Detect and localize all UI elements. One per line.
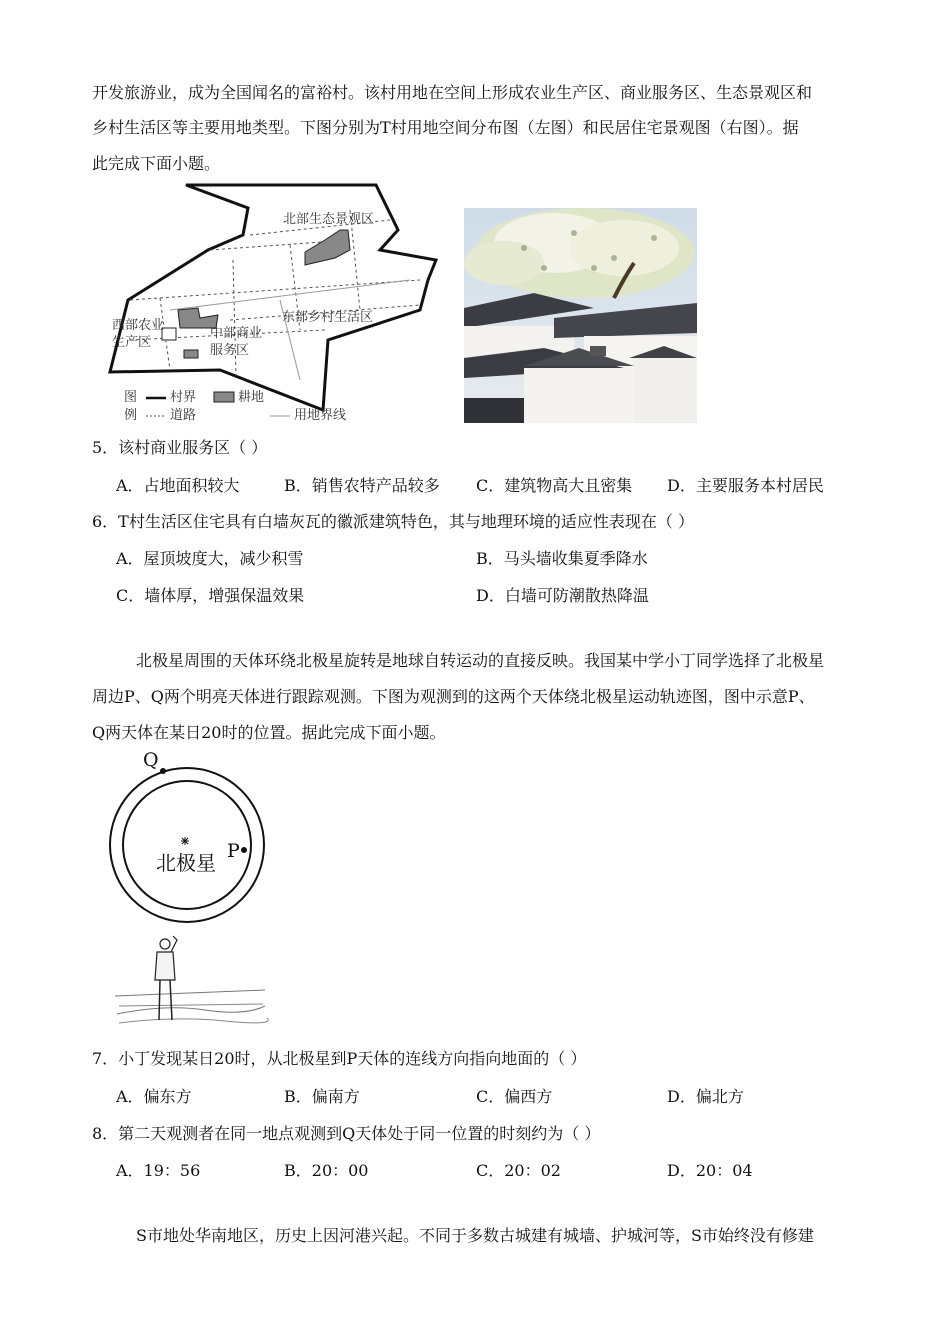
- intro2-line3: Q两天体在某日20时的位置。据此完成下面小题。: [92, 723, 446, 742]
- q7-option-b[interactable]: B．偏南方: [284, 1087, 360, 1106]
- map-label-central-1: 中部商业: [210, 326, 263, 341]
- q7-option-d[interactable]: D．偏北方: [667, 1087, 744, 1106]
- land-use-lines: [170, 280, 410, 380]
- intro2-line1: 北极星周围的天体环绕北极星旋转是地球自转运动的直接反映。我国某中学小丁同学选择了北极星: [136, 651, 825, 670]
- legend-boundary-label: 用地界线: [294, 408, 347, 423]
- legend-tu: 图: [124, 390, 138, 405]
- observer-sketch: [115, 936, 268, 1023]
- legend-farmland-swatch: [214, 392, 234, 402]
- intro3-line1: S市地处华南地区，历史上因河港兴起。不同于多数古城建有城墙、护城河等，S市始终没有修建: [136, 1226, 814, 1245]
- map-label-west-2: 生产区: [112, 335, 152, 350]
- map-label-north: 北部生态景观区: [283, 212, 375, 227]
- land-use-map: [100, 180, 445, 425]
- legend-li: 例: [124, 408, 138, 423]
- q8-option-b[interactable]: B．20：00: [284, 1161, 369, 1180]
- map-label-west-1: 西部农业: [112, 318, 165, 333]
- polaris-orbit-drawing: [105, 748, 275, 1033]
- roads: [130, 210, 420, 376]
- q6-option-d[interactable]: D．白墙可防潮散热降温: [476, 586, 649, 605]
- p-star-label: P: [227, 840, 240, 862]
- q-star-label: Q: [143, 749, 159, 771]
- q6-option-a[interactable]: A．屋顶坡度大，减少积雪: [116, 549, 304, 568]
- q5-stem: 5．该村商业服务区（ ）: [92, 438, 268, 457]
- farmland-central: [178, 308, 218, 328]
- q7-option-c[interactable]: C．偏西方: [476, 1087, 553, 1106]
- polaris-orbit-figure: [105, 748, 275, 1033]
- intro1-line1: 开发旅游业，成为全国闻名的富裕村。该村用地在空间上形成农业生产区、商业服务区、生态景观区和: [92, 83, 813, 102]
- residence-photo-drawing: [464, 208, 697, 423]
- q8-stem: 8．第二天观测者在同一地点观测到Q天体处于同一位置的时刻约为（ ）: [92, 1124, 601, 1143]
- q-star-dot: [160, 768, 166, 774]
- intro1-line3: 此完成下面小题。: [92, 154, 221, 173]
- q6-stem: 6．T村生活区住宅具有白墙灰瓦的徽派建筑特色，其与地理环境的适应性表现在（ ）: [92, 512, 694, 531]
- polaris-star-icon: [181, 837, 189, 845]
- farmland-north: [305, 230, 350, 265]
- intro1-line2: 乡村生活区等主要用地类型。下图分别为T村用地空间分布图（左图）和民居住宅景观图（右图）。据: [92, 118, 799, 137]
- q5-option-d[interactable]: D．主要服务本村居民: [667, 476, 824, 495]
- land-use-map-drawing: [100, 180, 445, 425]
- legend-village-label: 村界: [170, 390, 197, 405]
- q5-option-c[interactable]: C．建筑物高大且密集: [476, 476, 633, 495]
- residence-photo: [464, 208, 697, 423]
- q8-option-d[interactable]: D．20：04: [667, 1161, 753, 1180]
- q6-option-b[interactable]: B．马头墙收集夏季降水: [476, 549, 648, 568]
- map-label-central-2: 服务区: [210, 343, 250, 358]
- legend-farmland-label: 耕地: [238, 390, 265, 405]
- polaris-label: 北极星: [156, 851, 216, 875]
- q7-option-a[interactable]: A．偏东方: [116, 1087, 192, 1106]
- q5-option-a[interactable]: A．占地面积较大: [116, 476, 240, 495]
- white-plot: [162, 328, 176, 340]
- q8-option-a[interactable]: A．19：56: [116, 1161, 201, 1180]
- q6-option-c[interactable]: C．墙体厚，增强保温效果: [116, 586, 305, 605]
- p-star-dot: [241, 847, 247, 853]
- intro2-line2: 周边P、Q两个明亮天体进行跟踪观测。下图为观测到的这两个天体绕北极星运动轨迹图，图中示意P、: [92, 687, 815, 706]
- legend-road-label: 道路: [170, 408, 197, 423]
- q7-stem: 7．小丁发现某日20时，从北极星到P天体的连线方向指向地面的（ ）: [92, 1049, 587, 1068]
- q5-option-b[interactable]: B．销售农特产品较多: [284, 476, 440, 495]
- farmland-small: [184, 350, 198, 358]
- map-label-east: 东部乡村生活区: [282, 310, 374, 325]
- outer-orbit: [110, 768, 264, 922]
- q8-option-c[interactable]: C．20：02: [476, 1161, 561, 1180]
